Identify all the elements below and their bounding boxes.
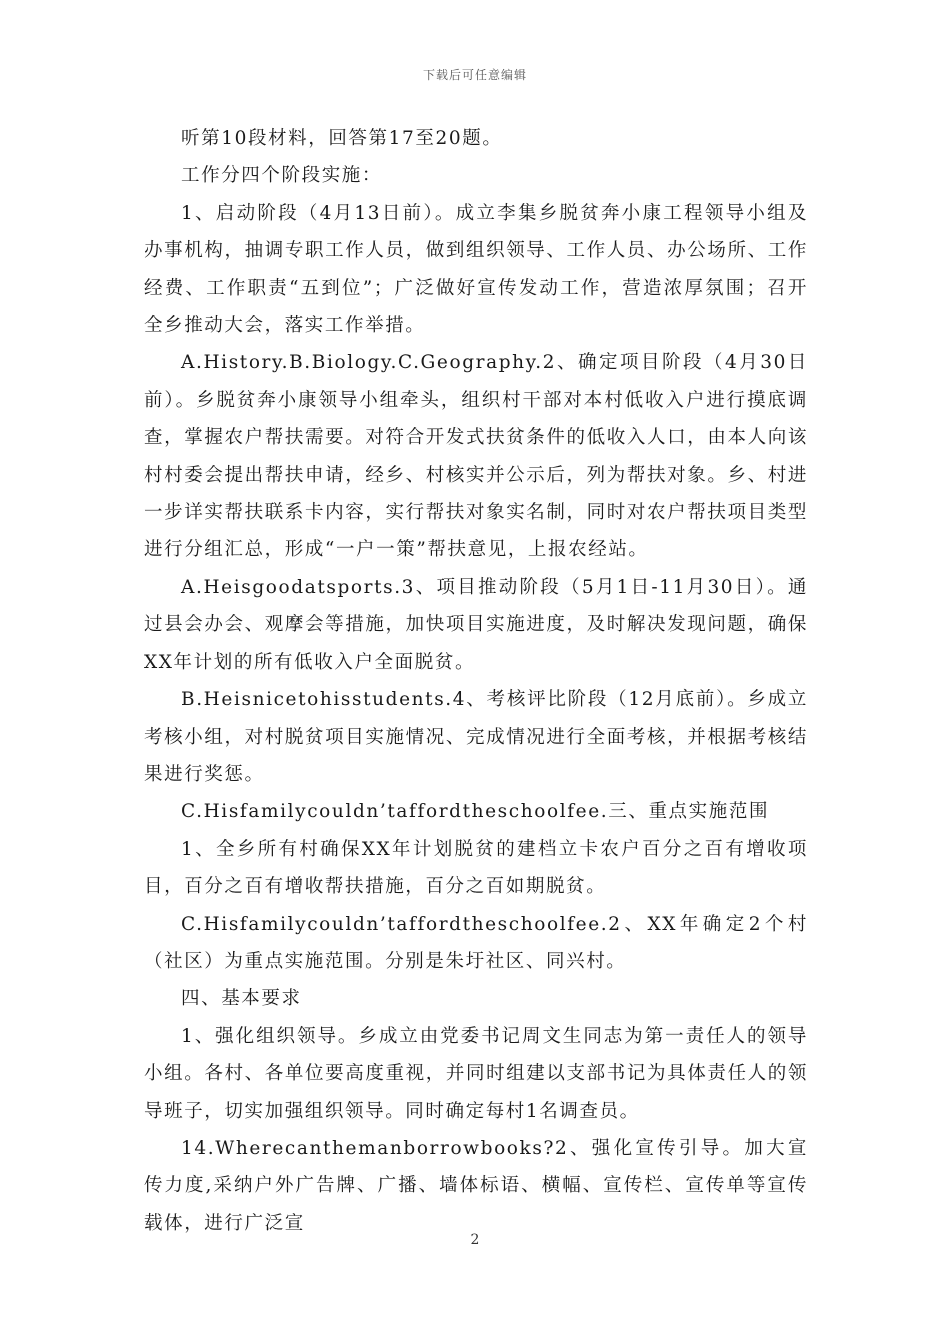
paragraph-section-4-heading: 四、基本要求 bbox=[181, 988, 302, 1010]
paragraph-section-3-heading: C.Hisfamilycouldn’taffordtheschoolfee.三、重点实施范围 bbox=[181, 801, 770, 823]
page-header: 下载后可任意编辑 bbox=[422, 68, 527, 82]
paragraph-stage-2: A.History.B.Biology.C.Geography.2、确定项目阶段（4月30日前）。乡脱贫奔小康领导小组牵头，组织村干部对本村低收入户进行摸底调查，掌握农户帮扶需要。对符合开发式扶贫条件的低收入人口，由本人向该村村委会提出帮扶申请，经乡、村核实并公示后，列为帮扶对象。乡、村进一步详实帮扶联系卡内容，实行帮扶对象实名制，同时对农户帮扶项目类型进行分组汇总，形成“一户一策”帮扶意见，上报农经站。 bbox=[144, 352, 808, 561]
paragraph-scope-2: C.Hisfamilycouldn’taffordtheschoolfee.2、XX年确定2个村（社区）为重点实施范围。分别是朱圩社区、同兴村。 bbox=[144, 913, 808, 972]
paragraph-requirement-2: 14.Wherecanthemanborrowbooks?2、强化宣传引导。加大宣传力度,采纳户外广告牌、广播、墙体标语、横幅、宣传栏、宣传单等宣传载体，进行广泛宣 bbox=[144, 1137, 808, 1234]
document-body bbox=[144, 120, 808, 1242]
paragraph-stage-3: A.Heisgoodatsports.3、项目推动阶段（5月1日-11月30日）。通过县会办会、观摩会等措施，加快项目实施进度，及时解决发现问题，确保XX年计划的所有低收入户全面脱贫。 bbox=[144, 576, 808, 673]
paragraph-scope-1: 1、全乡所有村确保XX年计划脱贫的建档立卡农户百分之百有增收项目，百分之百有增收帮扶措施，百分之百如期脱贫。 bbox=[144, 838, 808, 898]
paragraph-stage-4: B.Heisnicetohisstudents.4、考核评比阶段（12月底前）。乡成立考核小组，对村脱贫项目实施情况、完成情况进行全面考核，并根据考核结果进行奖惩。 bbox=[144, 689, 808, 785]
paragraph-four-stages: 工作分四个阶段实施： bbox=[181, 165, 383, 187]
paragraph-requirement-1: 1、强化组织领导。乡成立由党委书记周文生同志为第一责任人的领导小组。各村、各单位要高度重视，并同时组建以支部书记为具体责任人的领导班子，切实加强组织领导。同时确定每村1名调查员。 bbox=[144, 1025, 808, 1122]
paragraph-listening-instruction: 听第10段材料，回答第17至20题。 bbox=[181, 128, 503, 149]
page-number: 2 bbox=[470, 1232, 480, 1248]
paragraph-stage-1: 1、启动阶段（4月13日前）。成立李集乡脱贫奔小康工程领导小组及办事机构，抽调专职工作人员，做到组织领导、工作人员、办公场所、工作经费、工作职责“五到位”；广泛做好宣传发动工作，营造浓厚氛围；召开全乡推动大会，落实工作举措。 bbox=[144, 202, 808, 337]
